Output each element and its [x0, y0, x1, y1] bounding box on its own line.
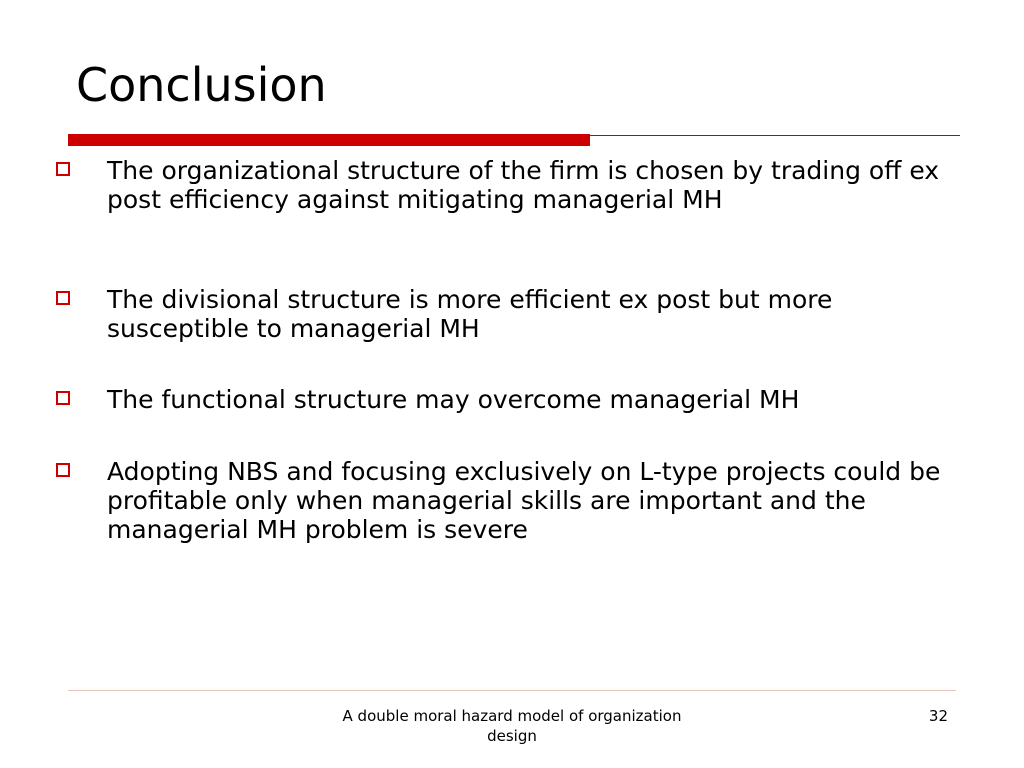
footer-divider — [68, 690, 956, 691]
bullet-text: The organizational structure of the firm is chosen by trading off ex post efficiency against mitigating managerial MH — [107, 156, 940, 214]
hollow-square-bullet-icon — [56, 162, 70, 176]
slide-title: Conclusion — [76, 58, 327, 112]
bullet-text: The functional structure may overcome managerial MH — [107, 385, 800, 414]
bullet-item — [56, 285, 956, 343]
bullet-text: Adopting NBS and focusing exclusively on L-type projects could be profitable only when managerial skills are important and the managerial MH problem is severe — [107, 457, 941, 544]
hollow-square-bullet-icon — [56, 463, 70, 477]
title-underline-thick — [68, 134, 590, 146]
bullet-text: The divisional structure is more efficient ex post but more susceptible to managerial MH — [107, 285, 833, 343]
bullet-item — [56, 156, 956, 214]
footer-title: A double moral hazard model of organization design — [342, 707, 682, 745]
bullet-item — [56, 457, 956, 544]
page-number: 32 — [928, 707, 948, 725]
title-underline-thin — [590, 135, 960, 136]
hollow-square-bullet-icon — [56, 291, 70, 305]
bullet-item — [56, 385, 956, 414]
hollow-square-bullet-icon — [56, 391, 70, 405]
